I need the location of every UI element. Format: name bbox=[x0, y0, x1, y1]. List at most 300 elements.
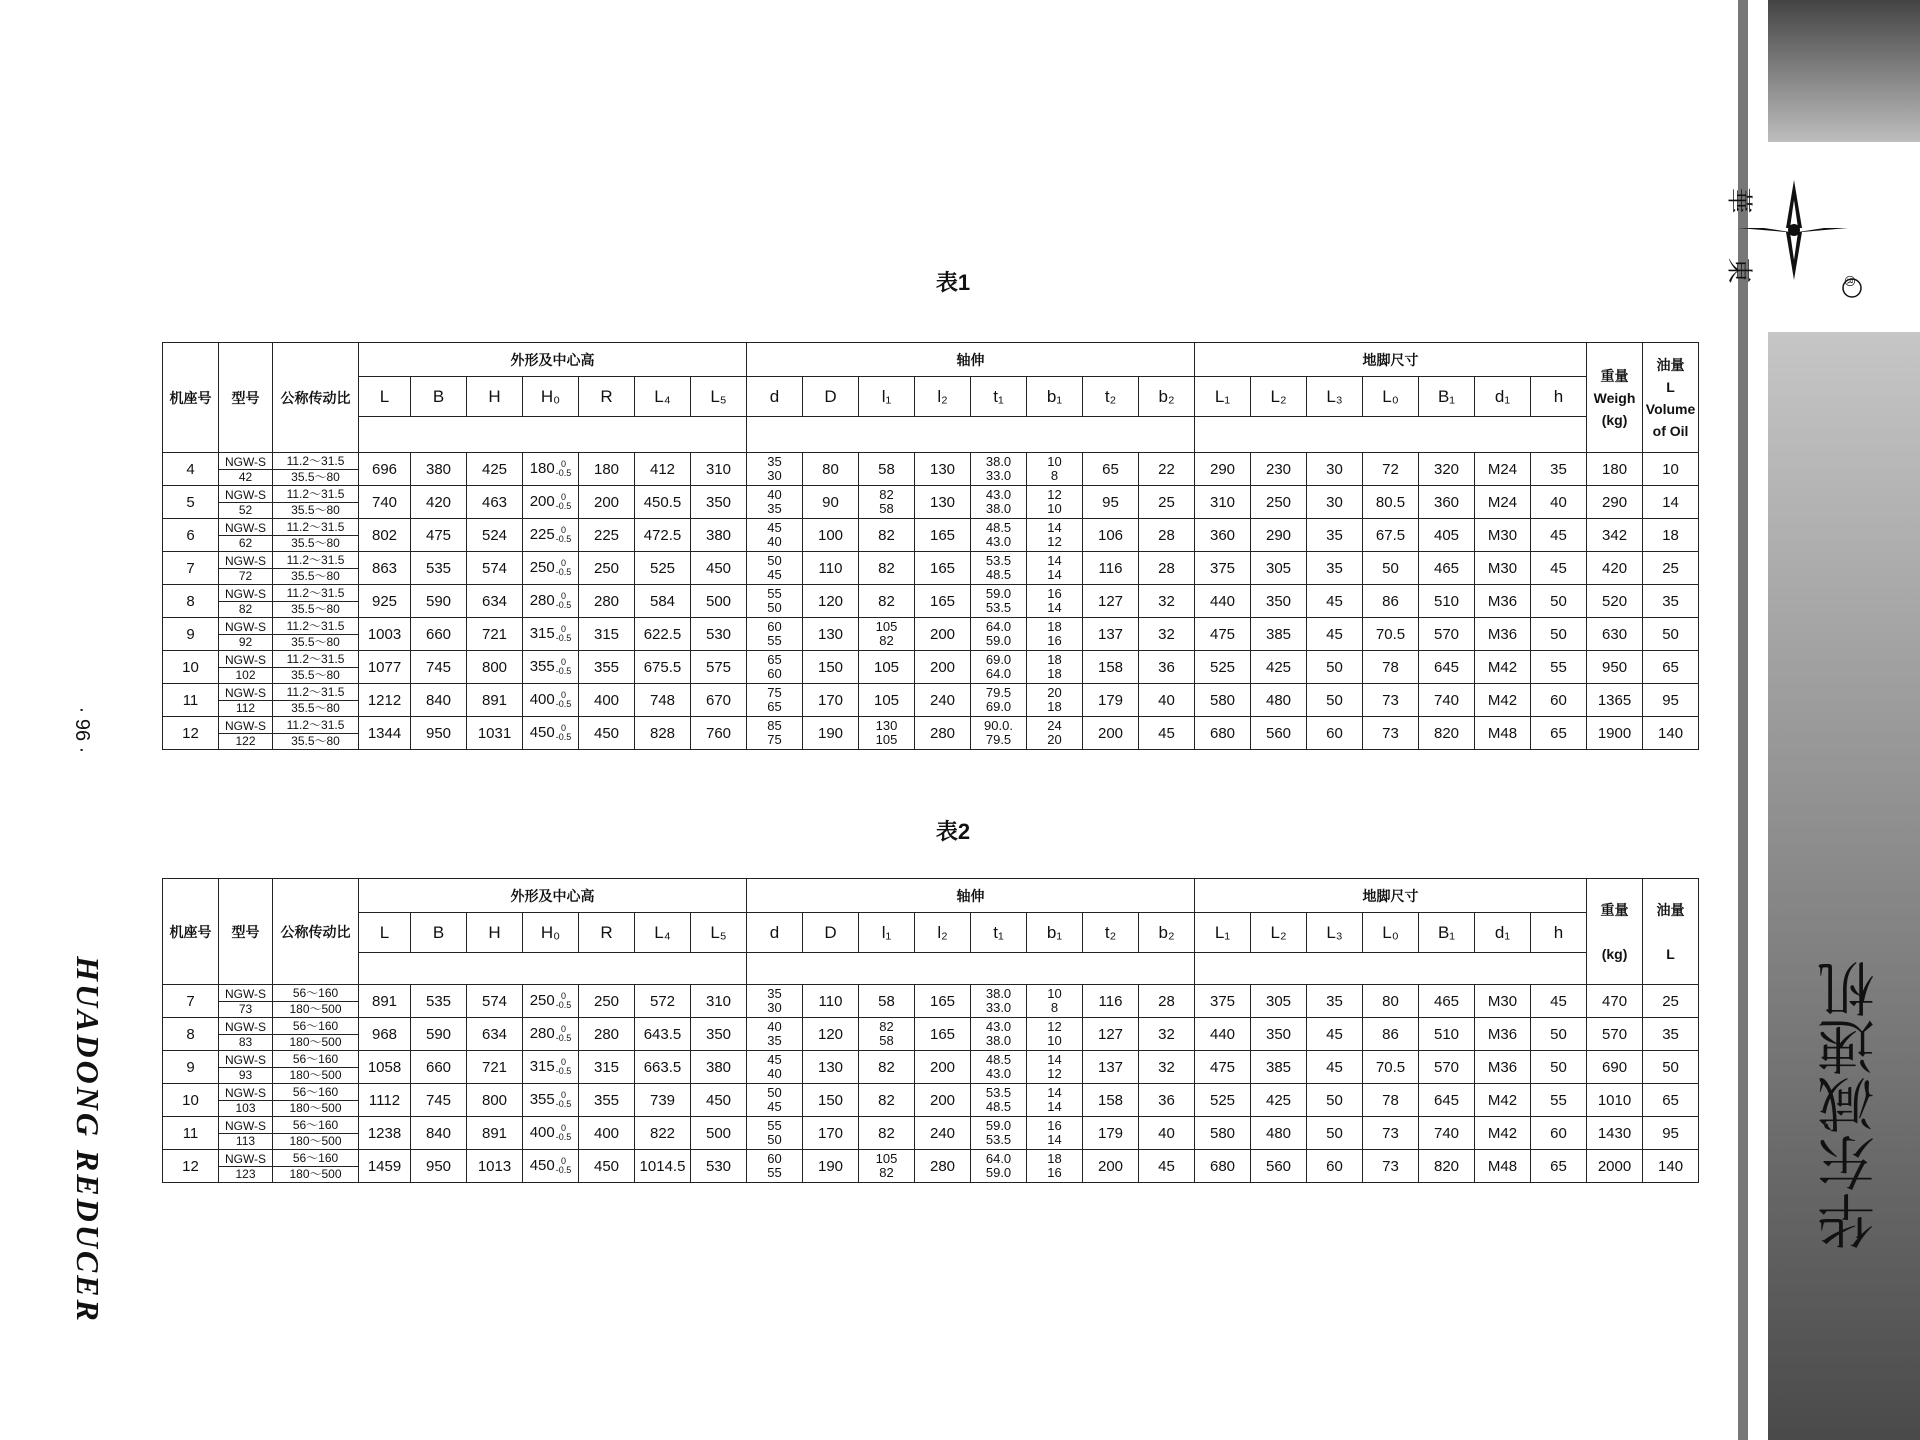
cell-l2: 200 bbox=[915, 618, 971, 651]
cell-h: 65 bbox=[1531, 717, 1587, 750]
cell-t2: 116 bbox=[1083, 985, 1139, 1018]
cell-H: 634 bbox=[467, 585, 523, 618]
right-band-title bbox=[1806, 960, 1896, 1266]
cell-R: 450 bbox=[579, 1150, 635, 1183]
header-xinghao: 型号 bbox=[219, 343, 273, 453]
cell-H0: 315 0 -0.5 bbox=[523, 618, 579, 651]
header-dim-6: L₅ bbox=[691, 913, 747, 953]
cell-l1: 82 bbox=[859, 1117, 915, 1150]
header-shaft-1: D bbox=[803, 377, 859, 417]
cell-l1: 82 bbox=[859, 552, 915, 585]
cell-L0: 73 bbox=[1363, 684, 1419, 717]
cell-H0: 315 0 -0.5 bbox=[523, 1051, 579, 1084]
cell-D: 80 bbox=[803, 453, 859, 486]
cell-h: 60 bbox=[1531, 684, 1587, 717]
cell-L: 802 bbox=[359, 519, 411, 552]
header-ratio: 公称传动比 bbox=[273, 343, 359, 453]
cell-d: 65 60 bbox=[747, 651, 803, 684]
cell-oil: 140 bbox=[1643, 1150, 1699, 1183]
cell-H: 524 bbox=[467, 519, 523, 552]
cell-t2: 200 bbox=[1083, 1150, 1139, 1183]
cell-D: 170 bbox=[803, 684, 859, 717]
cell-D: 100 bbox=[803, 519, 859, 552]
cell-h: 40 bbox=[1531, 486, 1587, 519]
cell-H0: 355 0 -0.5 bbox=[523, 651, 579, 684]
header-shaft-5: b₁ bbox=[1027, 377, 1083, 417]
header-group-shaft: 轴伸 bbox=[747, 879, 1195, 913]
cell-b1: 24 20 bbox=[1027, 717, 1083, 750]
cell-B: 590 bbox=[411, 585, 467, 618]
cell-l1: 58 bbox=[859, 453, 915, 486]
cell-H0: 200 0 -0.5 bbox=[523, 486, 579, 519]
cell-d: 45 40 bbox=[747, 1051, 803, 1084]
cell-L: 1058 bbox=[359, 1051, 411, 1084]
cell-B1: 820 bbox=[1419, 1150, 1475, 1183]
cell-H: 721 bbox=[467, 1051, 523, 1084]
cell-L0: 78 bbox=[1363, 651, 1419, 684]
header-dim-5: L₄ bbox=[635, 913, 691, 953]
cell-L: 1003 bbox=[359, 618, 411, 651]
cell-L1: 360 bbox=[1195, 519, 1251, 552]
table-row bbox=[163, 1150, 1699, 1183]
cell-L1: 580 bbox=[1195, 684, 1251, 717]
cell-b2: 32 bbox=[1139, 618, 1195, 651]
cell-D: 130 bbox=[803, 1051, 859, 1084]
cell-h: 50 bbox=[1531, 585, 1587, 618]
cell-l1: 58 bbox=[859, 985, 915, 1018]
cell-d1: M42 bbox=[1475, 1084, 1531, 1117]
cell-frame-no: 4 bbox=[163, 453, 219, 486]
cell-ratio: 11.2～31.5 35.5～80 bbox=[273, 486, 359, 519]
cell-l1: 105 82 bbox=[859, 618, 915, 651]
cell-b2: 40 bbox=[1139, 1117, 1195, 1150]
cell-d1: M42 bbox=[1475, 684, 1531, 717]
cell-oil: 18 bbox=[1643, 519, 1699, 552]
header-foot-2: L₃ bbox=[1307, 913, 1363, 953]
cell-D: 150 bbox=[803, 651, 859, 684]
cell-D: 120 bbox=[803, 585, 859, 618]
cell-h: 45 bbox=[1531, 985, 1587, 1018]
cell-L0: 73 bbox=[1363, 1117, 1419, 1150]
cell-L: 1212 bbox=[359, 684, 411, 717]
cell-L1: 525 bbox=[1195, 651, 1251, 684]
cell-h: 35 bbox=[1531, 453, 1587, 486]
cell-D: 110 bbox=[803, 552, 859, 585]
cell-frame-no: 9 bbox=[163, 1051, 219, 1084]
cell-L0: 73 bbox=[1363, 1150, 1419, 1183]
cell-model: NGW-S 52 bbox=[219, 486, 273, 519]
cell-L0: 80.5 bbox=[1363, 486, 1419, 519]
table-row bbox=[163, 552, 1699, 585]
cell-t2: 127 bbox=[1083, 1018, 1139, 1051]
header-weight: 重量 Weigh (kg) bbox=[1587, 343, 1643, 453]
cell-ratio: 11.2～31.5 35.5～80 bbox=[273, 684, 359, 717]
cell-R: 280 bbox=[579, 585, 635, 618]
header-shaft-4: t₁ bbox=[971, 913, 1027, 953]
cell-B1: 465 bbox=[1419, 552, 1475, 585]
cell-weight: 1010 bbox=[1587, 1084, 1643, 1117]
cell-b1: 18 18 bbox=[1027, 651, 1083, 684]
header-dim-3: H₀ bbox=[523, 377, 579, 417]
cell-h: 50 bbox=[1531, 1051, 1587, 1084]
header-shaft-3: l₂ bbox=[915, 913, 971, 953]
cell-model: NGW-S 92 bbox=[219, 618, 273, 651]
cell-ratio: 56～160 180～500 bbox=[273, 1084, 359, 1117]
cell-L0: 67.5 bbox=[1363, 519, 1419, 552]
cell-d: 50 45 bbox=[747, 552, 803, 585]
cell-ratio: 11.2～31.5 35.5～80 bbox=[273, 717, 359, 750]
cell-ratio: 11.2～31.5 35.5～80 bbox=[273, 519, 359, 552]
cell-oil: 65 bbox=[1643, 1084, 1699, 1117]
cell-l1: 130 105 bbox=[859, 717, 915, 750]
cell-oil: 50 bbox=[1643, 1051, 1699, 1084]
cell-frame-no: 11 bbox=[163, 1117, 219, 1150]
cell-L2: 250 bbox=[1251, 486, 1307, 519]
table2-caption: 表2 bbox=[935, 819, 971, 844]
cell-weight: 1900 bbox=[1587, 717, 1643, 750]
cell-L3: 30 bbox=[1307, 486, 1363, 519]
cell-L1: 440 bbox=[1195, 1018, 1251, 1051]
cell-frame-no: 12 bbox=[163, 717, 219, 750]
cell-l2: 130 bbox=[915, 453, 971, 486]
cell-d1: M36 bbox=[1475, 1018, 1531, 1051]
side-brand-text: HUADONG REDUCER bbox=[70, 956, 106, 1324]
cell-B: 590 bbox=[411, 1018, 467, 1051]
registered-mark: ® bbox=[1841, 274, 1857, 288]
cell-H: 634 bbox=[467, 1018, 523, 1051]
cell-b1: 10 8 bbox=[1027, 985, 1083, 1018]
cell-R: 400 bbox=[579, 1117, 635, 1150]
cell-R: 400 bbox=[579, 684, 635, 717]
cell-b2: 45 bbox=[1139, 717, 1195, 750]
table-row bbox=[163, 585, 1699, 618]
cell-t2: 95 bbox=[1083, 486, 1139, 519]
header-foot-4: B₁ bbox=[1419, 377, 1475, 417]
cell-d: 35 30 bbox=[747, 985, 803, 1018]
cell-t1: 43.0 38.0 bbox=[971, 486, 1027, 519]
cell-H0: 250 0 -0.5 bbox=[523, 985, 579, 1018]
cell-oil: 35 bbox=[1643, 1018, 1699, 1051]
cell-L: 1112 bbox=[359, 1084, 411, 1117]
cell-L4: 450.5 bbox=[635, 486, 691, 519]
cell-L2: 480 bbox=[1251, 1117, 1307, 1150]
cell-oil: 25 bbox=[1643, 985, 1699, 1018]
cell-t2: 106 bbox=[1083, 519, 1139, 552]
cell-t2: 200 bbox=[1083, 717, 1139, 750]
cell-d: 50 45 bbox=[747, 1084, 803, 1117]
table1-caption: 表1 bbox=[935, 270, 971, 295]
cell-B: 950 bbox=[411, 717, 467, 750]
cell-H0: 280 0 -0.5 bbox=[523, 1018, 579, 1051]
header-foot-2: L₃ bbox=[1307, 377, 1363, 417]
cell-l1: 105 bbox=[859, 651, 915, 684]
cell-model: NGW-S 113 bbox=[219, 1117, 273, 1150]
cell-l1: 82 bbox=[859, 1051, 915, 1084]
header-group-foot: 地脚尺寸 bbox=[1195, 343, 1587, 377]
cell-L3: 35 bbox=[1307, 552, 1363, 585]
cell-R: 180 bbox=[579, 453, 635, 486]
header-foot-5: d₁ bbox=[1475, 377, 1531, 417]
cell-d: 40 35 bbox=[747, 1018, 803, 1051]
cell-L3: 50 bbox=[1307, 684, 1363, 717]
cell-L3: 45 bbox=[1307, 1018, 1363, 1051]
cell-weight: 180 bbox=[1587, 453, 1643, 486]
cell-L5: 575 bbox=[691, 651, 747, 684]
table1 bbox=[162, 342, 1699, 750]
table-row bbox=[163, 651, 1699, 684]
cell-h: 65 bbox=[1531, 1150, 1587, 1183]
cell-weight: 630 bbox=[1587, 618, 1643, 651]
header-shaft-6: t₂ bbox=[1083, 377, 1139, 417]
cell-weight: 470 bbox=[1587, 985, 1643, 1018]
cell-d1: M36 bbox=[1475, 585, 1531, 618]
cell-L4: 643.5 bbox=[635, 1018, 691, 1051]
cell-R: 250 bbox=[579, 552, 635, 585]
cell-H0: 225 0 -0.5 bbox=[523, 519, 579, 552]
cell-ratio: 11.2～31.5 35.5～80 bbox=[273, 453, 359, 486]
cell-b1: 14 14 bbox=[1027, 1084, 1083, 1117]
cell-frame-no: 10 bbox=[163, 651, 219, 684]
cell-l2: 240 bbox=[915, 1117, 971, 1150]
cell-h: 45 bbox=[1531, 552, 1587, 585]
cell-t2: 137 bbox=[1083, 1051, 1139, 1084]
cell-L0: 50 bbox=[1363, 552, 1419, 585]
cell-L2: 305 bbox=[1251, 552, 1307, 585]
cell-L: 1077 bbox=[359, 651, 411, 684]
cell-L2: 385 bbox=[1251, 618, 1307, 651]
cell-D: 90 bbox=[803, 486, 859, 519]
cell-L4: 584 bbox=[635, 585, 691, 618]
cell-d: 45 40 bbox=[747, 519, 803, 552]
cell-l2: 280 bbox=[915, 1150, 971, 1183]
cell-t2: 179 bbox=[1083, 684, 1139, 717]
cell-b1: 14 12 bbox=[1027, 1051, 1083, 1084]
cell-D: 120 bbox=[803, 1018, 859, 1051]
cell-t1: 53.5 48.5 bbox=[971, 1084, 1027, 1117]
cell-B: 380 bbox=[411, 453, 467, 486]
cell-t1: 59.0 53.5 bbox=[971, 1117, 1027, 1150]
cell-L0: 86 bbox=[1363, 1018, 1419, 1051]
page-number: · 96 · bbox=[71, 706, 93, 754]
cell-l2: 200 bbox=[915, 1084, 971, 1117]
cell-oil: 140 bbox=[1643, 717, 1699, 750]
cell-B: 420 bbox=[411, 486, 467, 519]
cell-L5: 500 bbox=[691, 585, 747, 618]
cell-D: 190 bbox=[803, 717, 859, 750]
cell-l2: 280 bbox=[915, 717, 971, 750]
table-row bbox=[163, 1084, 1699, 1117]
cell-ratio: 11.2～31.5 35.5～80 bbox=[273, 651, 359, 684]
cell-l2: 165 bbox=[915, 552, 971, 585]
cell-l2: 240 bbox=[915, 684, 971, 717]
cell-L0: 72 bbox=[1363, 453, 1419, 486]
cell-frame-no: 11 bbox=[163, 684, 219, 717]
header-dim-2: H bbox=[467, 913, 523, 953]
cell-H: 574 bbox=[467, 552, 523, 585]
cell-L1: 680 bbox=[1195, 1150, 1251, 1183]
cell-l2: 200 bbox=[915, 651, 971, 684]
cell-L5: 530 bbox=[691, 1150, 747, 1183]
cell-H0: 450 0 -0.5 bbox=[523, 717, 579, 750]
cell-L4: 1014.5 bbox=[635, 1150, 691, 1183]
cell-B1: 740 bbox=[1419, 684, 1475, 717]
cell-model: NGW-S 42 bbox=[219, 453, 273, 486]
cell-L4: 739 bbox=[635, 1084, 691, 1117]
cell-B1: 465 bbox=[1419, 985, 1475, 1018]
cell-ratio: 11.2～31.5 35.5～80 bbox=[273, 552, 359, 585]
cell-oil: 95 bbox=[1643, 684, 1699, 717]
cell-L4: 675.5 bbox=[635, 651, 691, 684]
header-xinghao: 型号 bbox=[219, 879, 273, 985]
cell-D: 190 bbox=[803, 1150, 859, 1183]
cell-H: 800 bbox=[467, 651, 523, 684]
cell-L: 1344 bbox=[359, 717, 411, 750]
cell-B1: 320 bbox=[1419, 453, 1475, 486]
cell-d1: M30 bbox=[1475, 552, 1531, 585]
cell-b2: 36 bbox=[1139, 651, 1195, 684]
cell-L5: 500 bbox=[691, 1117, 747, 1150]
cell-R: 280 bbox=[579, 1018, 635, 1051]
cell-L3: 45 bbox=[1307, 618, 1363, 651]
cell-B1: 405 bbox=[1419, 519, 1475, 552]
cell-t2: 127 bbox=[1083, 585, 1139, 618]
cell-weight: 1430 bbox=[1587, 1117, 1643, 1150]
cell-d1: M24 bbox=[1475, 486, 1531, 519]
cell-L2: 350 bbox=[1251, 1018, 1307, 1051]
logo-char-hua: 華 bbox=[1723, 187, 1754, 214]
cell-model: NGW-S 122 bbox=[219, 717, 273, 750]
cell-b2: 28 bbox=[1139, 552, 1195, 585]
cell-L3: 45 bbox=[1307, 585, 1363, 618]
cell-L5: 350 bbox=[691, 486, 747, 519]
cell-H0: 180 0 -0.5 bbox=[523, 453, 579, 486]
cell-d: 55 50 bbox=[747, 1117, 803, 1150]
cell-H0: 280 0 -0.5 bbox=[523, 585, 579, 618]
header-foot-1: L₂ bbox=[1251, 377, 1307, 417]
cell-L: 925 bbox=[359, 585, 411, 618]
cell-weight: 520 bbox=[1587, 585, 1643, 618]
header-shaft-4: t₁ bbox=[971, 377, 1027, 417]
cell-l2: 165 bbox=[915, 519, 971, 552]
cell-l1: 82 bbox=[859, 585, 915, 618]
cell-t2: 158 bbox=[1083, 651, 1139, 684]
cell-t1: 79.5 69.0 bbox=[971, 684, 1027, 717]
header-shaft-0: d bbox=[747, 913, 803, 953]
cell-b1: 14 14 bbox=[1027, 552, 1083, 585]
header-foot-3: L₀ bbox=[1363, 377, 1419, 417]
cell-h: 45 bbox=[1531, 519, 1587, 552]
cell-H: 1031 bbox=[467, 717, 523, 750]
cell-H0: 250 0 -0.5 bbox=[523, 552, 579, 585]
cell-h: 55 bbox=[1531, 1084, 1587, 1117]
cell-frame-no: 7 bbox=[163, 985, 219, 1018]
cell-B: 660 bbox=[411, 618, 467, 651]
cell-oil: 95 bbox=[1643, 1117, 1699, 1150]
cell-d: 75 65 bbox=[747, 684, 803, 717]
cell-ratio: 56～160 180～500 bbox=[273, 1018, 359, 1051]
cell-model: NGW-S 123 bbox=[219, 1150, 273, 1183]
cell-L: 863 bbox=[359, 552, 411, 585]
cell-d: 85 75 bbox=[747, 717, 803, 750]
cell-L3: 35 bbox=[1307, 519, 1363, 552]
header-dim-1: B bbox=[411, 913, 467, 953]
cell-B1: 510 bbox=[1419, 1018, 1475, 1051]
cell-L: 968 bbox=[359, 1018, 411, 1051]
cell-b2: 28 bbox=[1139, 985, 1195, 1018]
cell-t1: 69.0 64.0 bbox=[971, 651, 1027, 684]
cell-R: 315 bbox=[579, 1051, 635, 1084]
cell-frame-no: 9 bbox=[163, 618, 219, 651]
cell-L0: 78 bbox=[1363, 1084, 1419, 1117]
cell-L1: 290 bbox=[1195, 453, 1251, 486]
header-shaft-5: b₁ bbox=[1027, 913, 1083, 953]
header-shaft-3: l₂ bbox=[915, 377, 971, 417]
header-jizuo: 机座号 bbox=[163, 879, 219, 985]
cell-L1: 475 bbox=[1195, 618, 1251, 651]
header-foot-5: d₁ bbox=[1475, 913, 1531, 953]
header-group-foot: 地脚尺寸 bbox=[1195, 879, 1587, 913]
cell-L2: 425 bbox=[1251, 1084, 1307, 1117]
cell-B1: 360 bbox=[1419, 486, 1475, 519]
header-group-shaft: 轴伸 bbox=[747, 343, 1195, 377]
cell-t1: 90.0. 79.5 bbox=[971, 717, 1027, 750]
cell-R: 315 bbox=[579, 618, 635, 651]
cell-oil: 65 bbox=[1643, 651, 1699, 684]
cell-L2: 290 bbox=[1251, 519, 1307, 552]
cell-b2: 32 bbox=[1139, 1018, 1195, 1051]
table-row bbox=[163, 717, 1699, 750]
cell-L: 740 bbox=[359, 486, 411, 519]
cell-d1: M24 bbox=[1475, 453, 1531, 486]
cell-b2: 25 bbox=[1139, 486, 1195, 519]
table-row bbox=[163, 684, 1699, 717]
cell-d1: M30 bbox=[1475, 985, 1531, 1018]
cell-d: 60 55 bbox=[747, 1150, 803, 1183]
cell-b2: 40 bbox=[1139, 684, 1195, 717]
cell-l1: 105 bbox=[859, 684, 915, 717]
cell-L1: 375 bbox=[1195, 552, 1251, 585]
cell-L1: 475 bbox=[1195, 1051, 1251, 1084]
logo-char-dong: 東 bbox=[1723, 257, 1754, 284]
cell-frame-no: 6 bbox=[163, 519, 219, 552]
cell-b2: 45 bbox=[1139, 1150, 1195, 1183]
cell-B: 475 bbox=[411, 519, 467, 552]
cell-L5: 310 bbox=[691, 985, 747, 1018]
cell-R: 250 bbox=[579, 985, 635, 1018]
cell-L0: 86 bbox=[1363, 585, 1419, 618]
cell-H0: 400 0 -0.5 bbox=[523, 684, 579, 717]
cell-L5: 380 bbox=[691, 1051, 747, 1084]
cell-l1: 105 82 bbox=[859, 1150, 915, 1183]
cell-L3: 50 bbox=[1307, 1117, 1363, 1150]
cell-L5: 760 bbox=[691, 717, 747, 750]
cell-B: 745 bbox=[411, 1084, 467, 1117]
cell-H0: 450 0 -0.5 bbox=[523, 1150, 579, 1183]
cell-weight: 570 bbox=[1587, 1018, 1643, 1051]
cell-t1: 48.5 43.0 bbox=[971, 1051, 1027, 1084]
cell-H: 891 bbox=[467, 684, 523, 717]
cell-H: 574 bbox=[467, 985, 523, 1018]
right-band-title-text: 华东减速机 bbox=[1817, 960, 1885, 1250]
cell-d1: M48 bbox=[1475, 1150, 1531, 1183]
cell-L5: 530 bbox=[691, 618, 747, 651]
cell-L3: 60 bbox=[1307, 1150, 1363, 1183]
cell-L4: 472.5 bbox=[635, 519, 691, 552]
header-foot-0: L₁ bbox=[1195, 377, 1251, 417]
cell-H: 425 bbox=[467, 453, 523, 486]
header-shaft-1: D bbox=[803, 913, 859, 953]
cell-d: 35 30 bbox=[747, 453, 803, 486]
